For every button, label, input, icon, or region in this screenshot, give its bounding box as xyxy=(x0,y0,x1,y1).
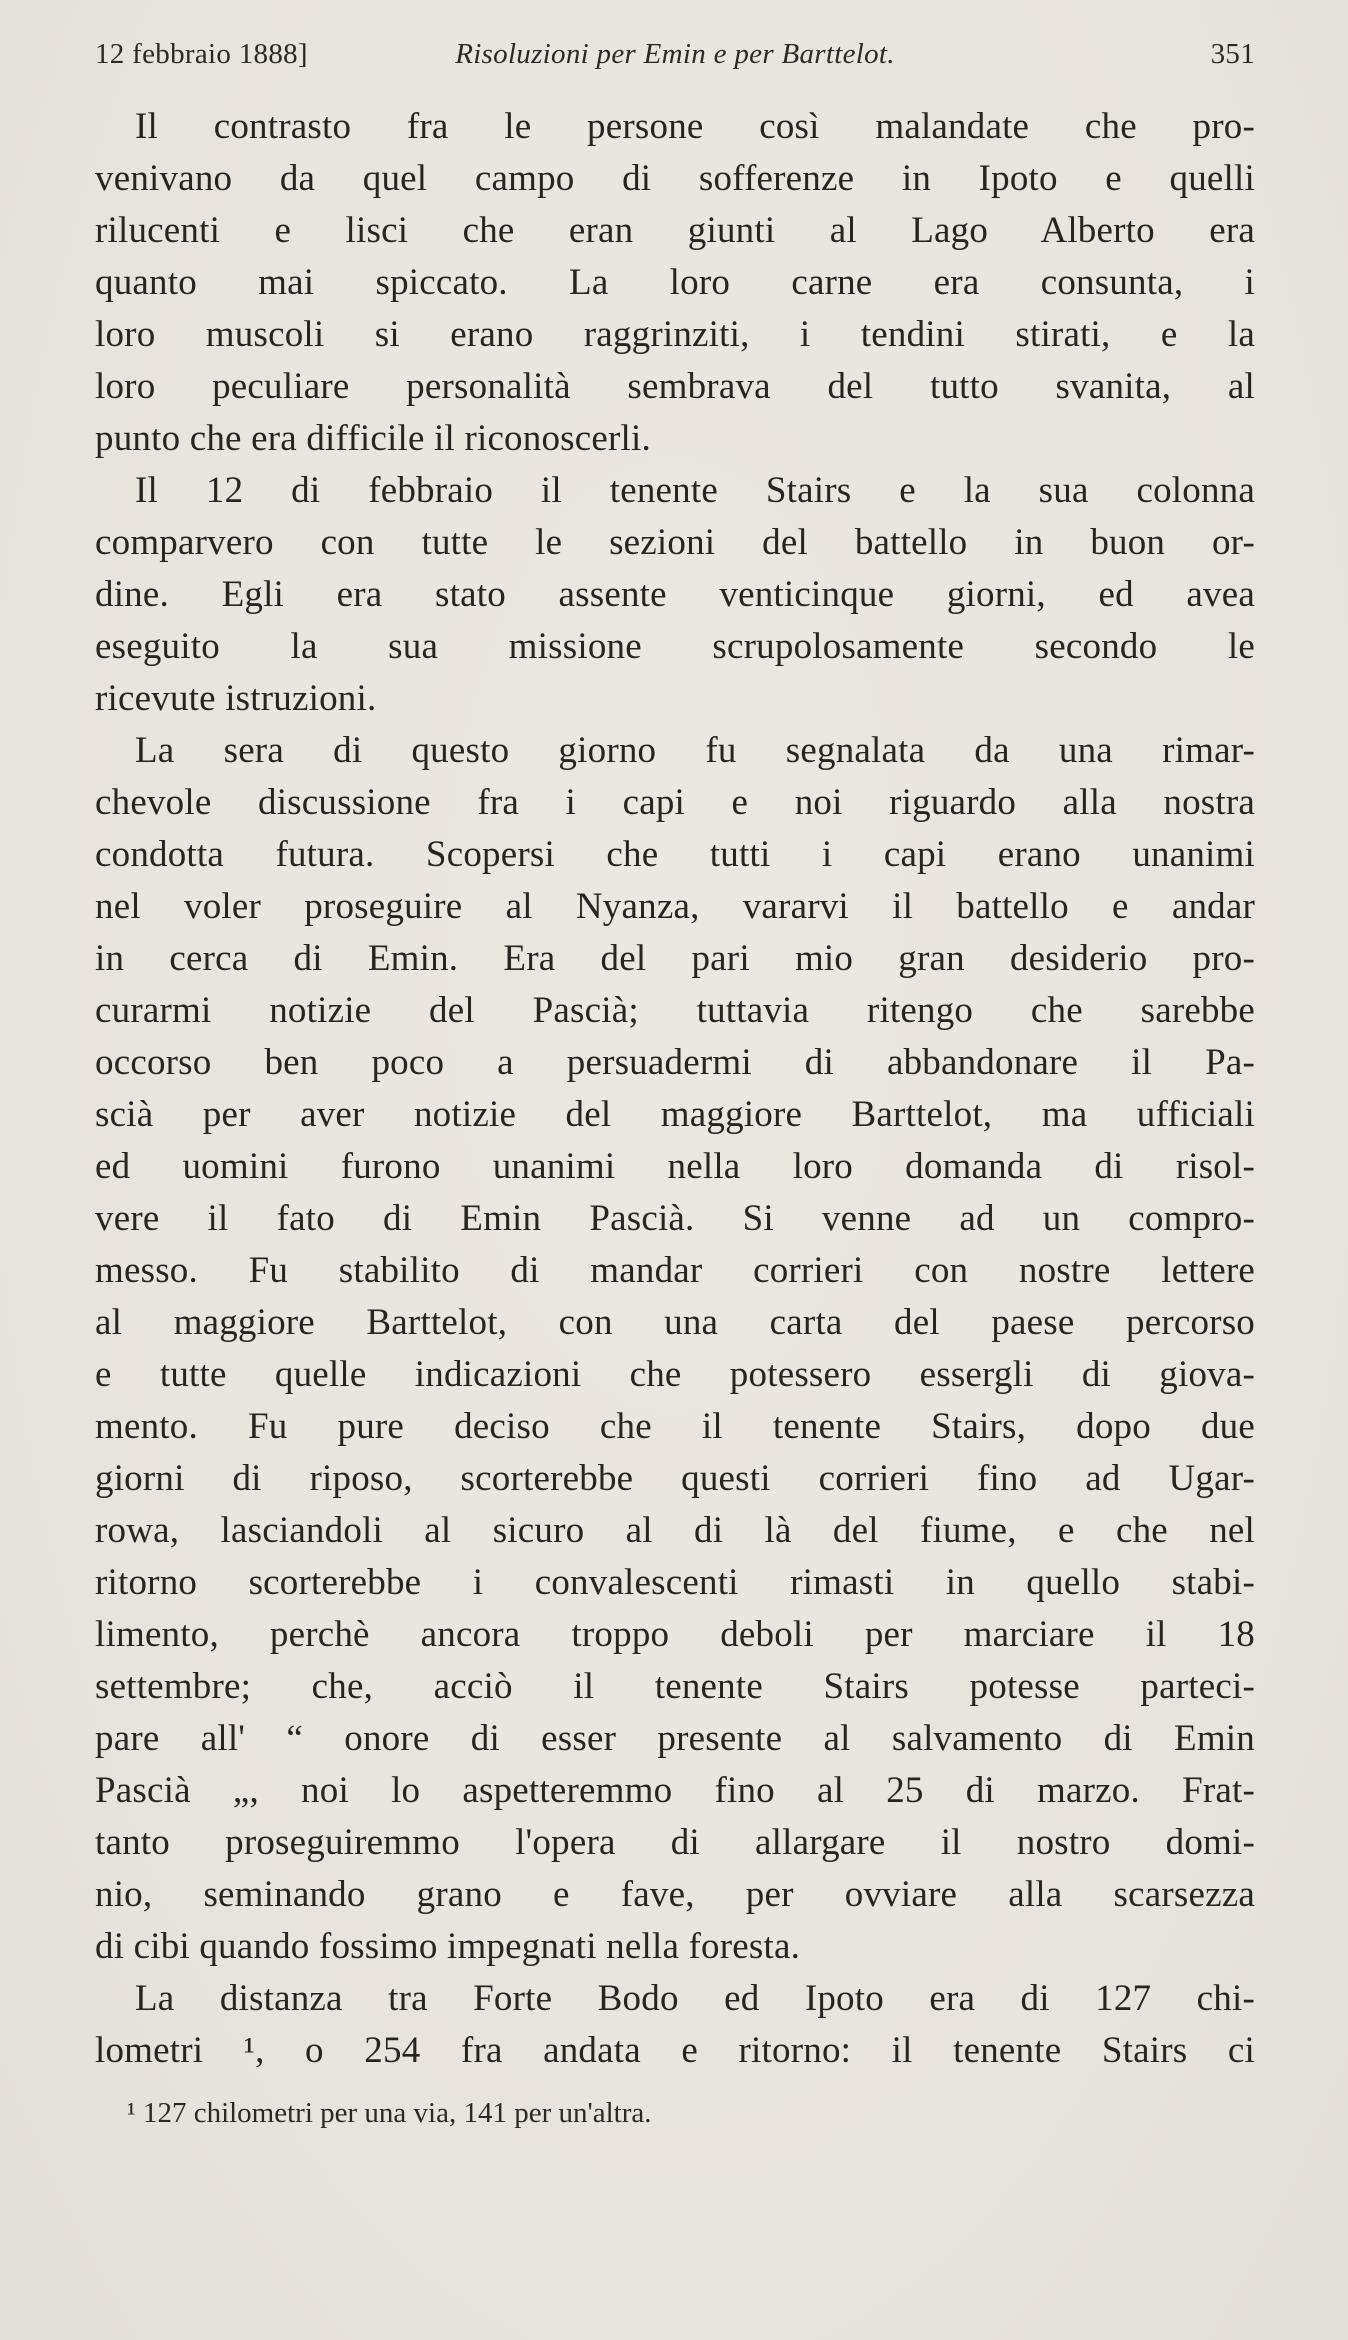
header-date: 12 febbraio 1888] xyxy=(95,38,308,70)
text-line: loro peculiare personalità sembrava del tutto svanita, al xyxy=(95,366,1255,407)
paragraph xyxy=(95,1973,1255,2077)
text-line: pare all' “ onore di esser presente al salvamento di Emin xyxy=(95,1718,1255,1759)
text-line: La distanza tra Forte Bodo ed Ipoto era di 127 chi- xyxy=(135,1978,1255,2019)
text-line: curarmi notizie del Pascià; tuttavia ritengo che sarebbe xyxy=(95,990,1255,1031)
paragraph xyxy=(95,725,1255,1973)
text-line: mento. Fu pure deciso che il tenente Stairs, dopo due xyxy=(95,1406,1255,1447)
text-line: nel voler proseguire al Nyanza, vararvi il battello e andar xyxy=(95,886,1255,927)
text-line: punto che era difficile il riconoscerli. xyxy=(95,418,651,459)
text-line: lometri ¹, o 254 fra andata e ritorno: il tenente Stairs ci xyxy=(95,2030,1255,2071)
text-line: quanto mai spiccato. La loro carne era consunta, i xyxy=(95,262,1255,303)
running-title: Risoluzioni per Emin e per Barttelot. xyxy=(455,38,895,70)
text-line: chevole discussione fra i capi e noi riguardo alla nostra xyxy=(95,782,1255,823)
paragraph xyxy=(95,465,1255,725)
text-line: loro muscoli si erano raggrinziti, i tendini stirati, e la xyxy=(95,314,1255,355)
text-line: di cibi quando fossimo impegnati nella foresta. xyxy=(95,1926,801,1967)
text-line: dine. Egli era stato assente venticinque giorni, ed avea xyxy=(95,574,1255,615)
text-line: Il contrasto fra le persone così malandate che pro- xyxy=(135,106,1255,147)
text-line: in cerca di Emin. Era del pari mio gran desiderio pro- xyxy=(95,938,1255,979)
text-line: comparvero con tutte le sezioni del battello in buon or- xyxy=(95,522,1255,563)
text-line: venivano da quel campo di sofferenze in Ipoto e quelli xyxy=(95,158,1255,199)
text-line: ed uomini furono unanimi nella loro domanda di risol- xyxy=(95,1146,1255,1187)
text-line: al maggiore Barttelot, con una carta del paese percorso xyxy=(95,1302,1255,1343)
text-line: Pascià „, noi lo aspetteremmo fino al 25 di marzo. Frat- xyxy=(95,1770,1255,1811)
text-line: scià per aver notizie del maggiore Barttelot, ma ufficiali xyxy=(95,1094,1255,1135)
text-line: vere il fato di Emin Pascià. Si venne ad un compro- xyxy=(95,1198,1255,1239)
text-line: ritorno scorterebbe i convalescenti rimasti in quello stabi- xyxy=(95,1562,1255,1603)
text-line: giorni di riposo, scorterebbe questi corrieri fino ad Ugar- xyxy=(95,1458,1255,1499)
text-line: rilucenti e lisci che eran giunti al Lago Alberto era xyxy=(95,210,1255,251)
text-line: limento, perchè ancora troppo deboli per marciare il 18 xyxy=(95,1614,1255,1655)
text-line: messo. Fu stabilito di mandar corrieri con nostre lettere xyxy=(95,1250,1255,1291)
text-line: rowa, lasciandoli al sicuro al di là del fiume, e che nel xyxy=(95,1510,1255,1551)
body-text xyxy=(95,101,1255,2077)
running-head xyxy=(95,38,1255,71)
text-line: nio, seminando grano e fave, per ovviare alla scarsezza xyxy=(95,1874,1255,1915)
footnote: ¹ 127 chilometri per una via, 141 per un'altra. xyxy=(127,2097,652,2129)
text-line: La sera di questo giorno fu segnalata da una rimar- xyxy=(135,730,1255,771)
text-line: Il 12 di febbraio il tenente Stairs e la sua colonna xyxy=(135,470,1255,511)
text-line: occorso ben poco a persuadermi di abbandonare il Pa- xyxy=(95,1042,1255,1083)
text-line: settembre; che, acciò il tenente Stairs potesse parteci- xyxy=(95,1666,1255,1707)
text-line: ricevute istruzioni. xyxy=(95,678,377,719)
text-line: tanto proseguiremmo l'opera di allargare il nostro domi- xyxy=(95,1822,1255,1863)
paragraph xyxy=(95,101,1255,465)
text-line: e tutte quelle indicazioni che potessero essergli di giova- xyxy=(95,1354,1255,1395)
text-line: eseguito la sua missione scrupolosamente secondo le xyxy=(95,626,1255,667)
page-number: 351 xyxy=(1210,38,1255,70)
text-line: condotta futura. Scopersi che tutti i capi erano unanimi xyxy=(95,834,1255,875)
